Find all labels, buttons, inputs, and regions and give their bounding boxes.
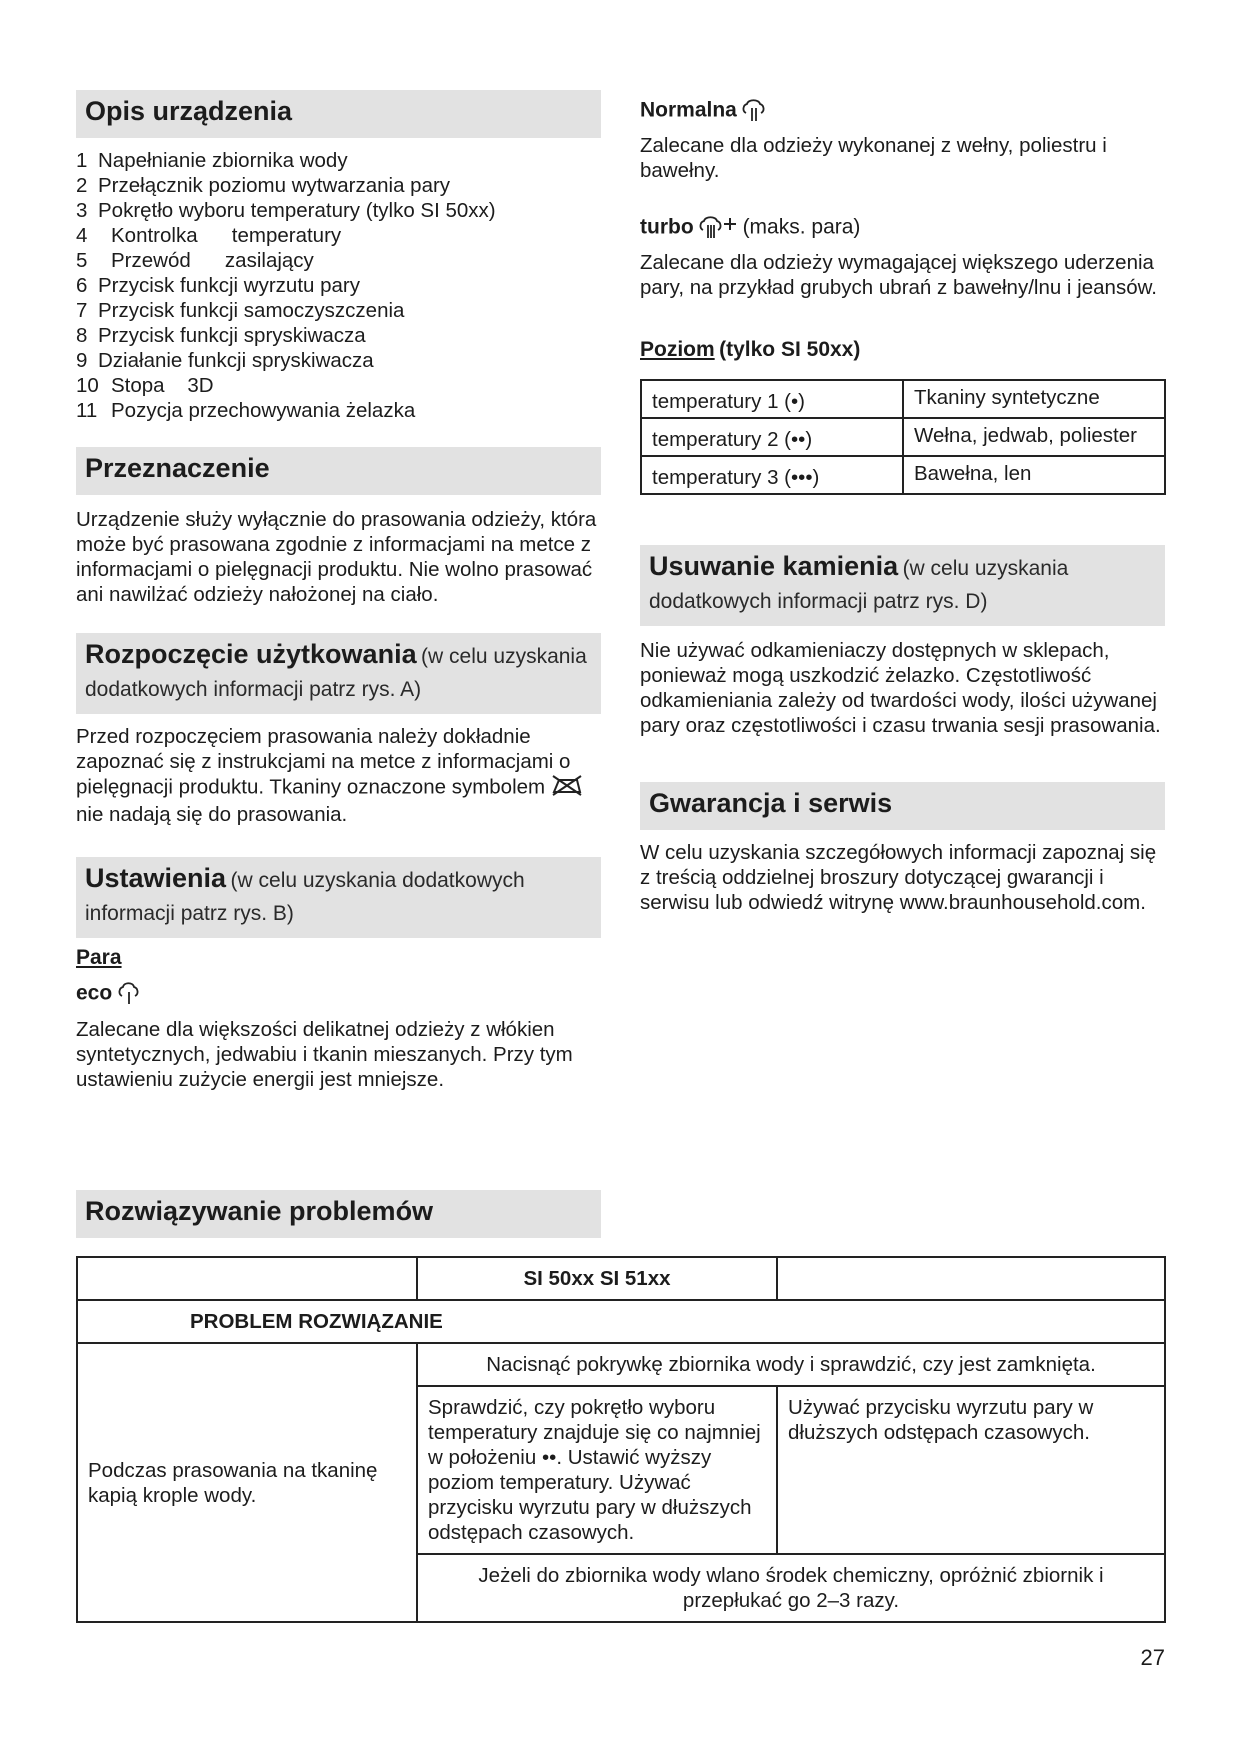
table-row: [77, 1300, 1165, 1343]
section-header-settings: [76, 857, 601, 938]
list-item: 3 Pokrętło wyboru temperatury (tylko SI 50xx): [76, 199, 496, 222]
eco-text: Zalecane dla większości delikatnej odzieży z włókien syntetycznych, jedwabiu i tkanin mieszanych. Przy tym ustawieniu zużycie energii jest mniejsze.: [76, 1018, 573, 1091]
turbo-row: [640, 213, 1165, 246]
turbo-note: (maks. para): [742, 215, 861, 239]
solution-cell: Używać przycisku wyrzutu pary w dłuższych odstępach czasowych.: [777, 1386, 1165, 1554]
eco-label: eco: [76, 981, 113, 1005]
start-title: Rozpoczęcie użytkowania: [85, 639, 417, 669]
right-column: [640, 90, 1165, 915]
eco-row: [76, 980, 601, 1011]
solution-cell: Jeżeli do zbiornika wody wlano środek chemiczny, opróżnić zbiornik i przepłukać go 2–3 razy.: [417, 1554, 1165, 1622]
start-subtitle: (w celu uzyskania dodatkowych informacji patrz rys. A): [85, 645, 587, 701]
settings-title: Ustawienia: [85, 863, 227, 893]
list-item: 11 Pozycja przechowywania żelazka: [76, 399, 416, 422]
list-item: 4 Kontrolka temperatury: [76, 224, 342, 247]
models-cell: SI 50xx SI 51xx: [417, 1257, 777, 1300]
section-header-troubleshooting: [76, 1190, 601, 1238]
level-heading: Poziom (tylko SI 50xx): [640, 338, 861, 361]
table-row: [77, 1257, 1165, 1300]
table-row: temperatury 1 (•) Tkaniny syntetyczne: [641, 380, 1165, 418]
header-cell: PROBLEM ROZWIĄZANIE: [77, 1300, 1165, 1343]
section-header-warranty: [640, 782, 1165, 830]
section-header-start: [76, 633, 601, 714]
troubleshooting-table: [76, 1256, 1166, 1623]
device-parts-list: [76, 148, 601, 423]
no-iron-icon: [551, 774, 583, 802]
normal-text: Zalecane dla odzieży wykonanej z wełny, poliestru i bawełny.: [640, 134, 1107, 182]
problem-cell: Podczas prasowania na tkaninę kapią krople wody.: [77, 1343, 417, 1622]
normal-row: [640, 96, 1165, 129]
troubleshooting-title: Rozwiązywanie problemów: [85, 1196, 434, 1226]
warranty-text: W celu uzyskania szczegółowych informacji zapoznaj się z treścią oddzielnej broszury dotyczącej gwarancji i serwisu lub odwiedź witrynę www.braunhousehold.com.: [640, 841, 1157, 914]
table-row: [77, 1343, 1165, 1386]
settings-subtitle: (w celu uzyskania dodatkowych informacji patrz rys. B): [85, 869, 525, 925]
list-item: 5 Przewód zasilający: [76, 249, 314, 272]
list-item: 9 Działanie funkcji spryskiwacza: [76, 349, 374, 372]
warranty-title: Gwarancja i serwis: [649, 788, 893, 818]
purpose-title: Przeznaczenie: [85, 453, 270, 483]
table-row: temperatury 2 (••) Wełna, jedwab, poliester: [641, 418, 1165, 456]
descale-title: Usuwanie kamienia: [649, 551, 899, 581]
left-column: [76, 90, 601, 1092]
device-title: Opis urządzenia: [85, 96, 293, 126]
list-item: 6 Przycisk funkcji wyrzutu pary: [76, 274, 361, 297]
solution-cell: Sprawdzić, czy pokrętło wyboru temperatury znajduje się co najmniej w położeniu ••. Ustawić wyższy poziom temperatury. Używać przycisku wyrzutu pary w dłuższych odstępach czasowych.: [417, 1386, 777, 1554]
steam-normal-icon: [741, 96, 767, 129]
list-item: 10 Stopa 3D: [76, 374, 214, 397]
list-item: 7 Przycisk funkcji samoczyszczenia: [76, 299, 405, 322]
start-text: Przed rozpoczęciem prasowania należy dokładnie zapoznać się z instrukcjami na metce z informacjami o pielęgnacji produktu. Tkaniny oznaczone symbolem nie nadają się do prasowania.: [76, 724, 601, 827]
troubleshooting-section: [76, 1190, 1166, 1623]
turbo-label: turbo: [640, 215, 694, 239]
normal-label: Normalna: [640, 98, 737, 122]
list-item: 1 Napełnianie zbiornika wody: [76, 149, 348, 172]
page-number: 27: [1140, 1645, 1165, 1670]
turbo-text: Zalecane dla odzieży wymagającej większego uderzenia pary, na przykład grubych ubrań z bawełny/lnu i jeansów.: [640, 251, 1157, 299]
section-header-descale: [640, 545, 1165, 626]
section-header-purpose: [76, 447, 601, 495]
steam-eco-icon: [117, 980, 141, 1011]
descale-subtitle: (w celu uzyskania dodatkowych informacji patrz rys. D): [649, 557, 1069, 613]
table-row: temperatury 3 (•••) Bawełna, len: [641, 456, 1165, 494]
descale-text: Nie używać odkamieniaczy dostępnych w sklepach, ponieważ mogą uszkodzić żelazko. Częstotliwość odkamieniania zależy od twardości wody, ilości używanej pary oraz częstotliwości i czasu trwania sesji prasowania.: [640, 639, 1161, 737]
temperature-table: [640, 379, 1166, 495]
list-item: 8 Przycisk funkcji spryskiwacza: [76, 324, 366, 347]
steam-heading: Para: [76, 946, 122, 969]
steam-turbo-icon: [698, 213, 738, 246]
purpose-text: Urządzenie służy wyłącznie do prasowania odzieży, która może być prasowana zgodnie z informacjami na metce z informacjami o pielęgnacji produktu. Nie wolno prasować ani nawilżać odzieży nałożonej na ciało.: [76, 508, 597, 606]
section-header-device: [76, 90, 601, 138]
solution-cell: Nacisnąć pokrywkę zbiornika wody i sprawdzić, czy jest zamknięta.: [417, 1343, 1165, 1386]
list-item: 2 Przełącznik poziomu wytwarzania pary: [76, 174, 451, 197]
